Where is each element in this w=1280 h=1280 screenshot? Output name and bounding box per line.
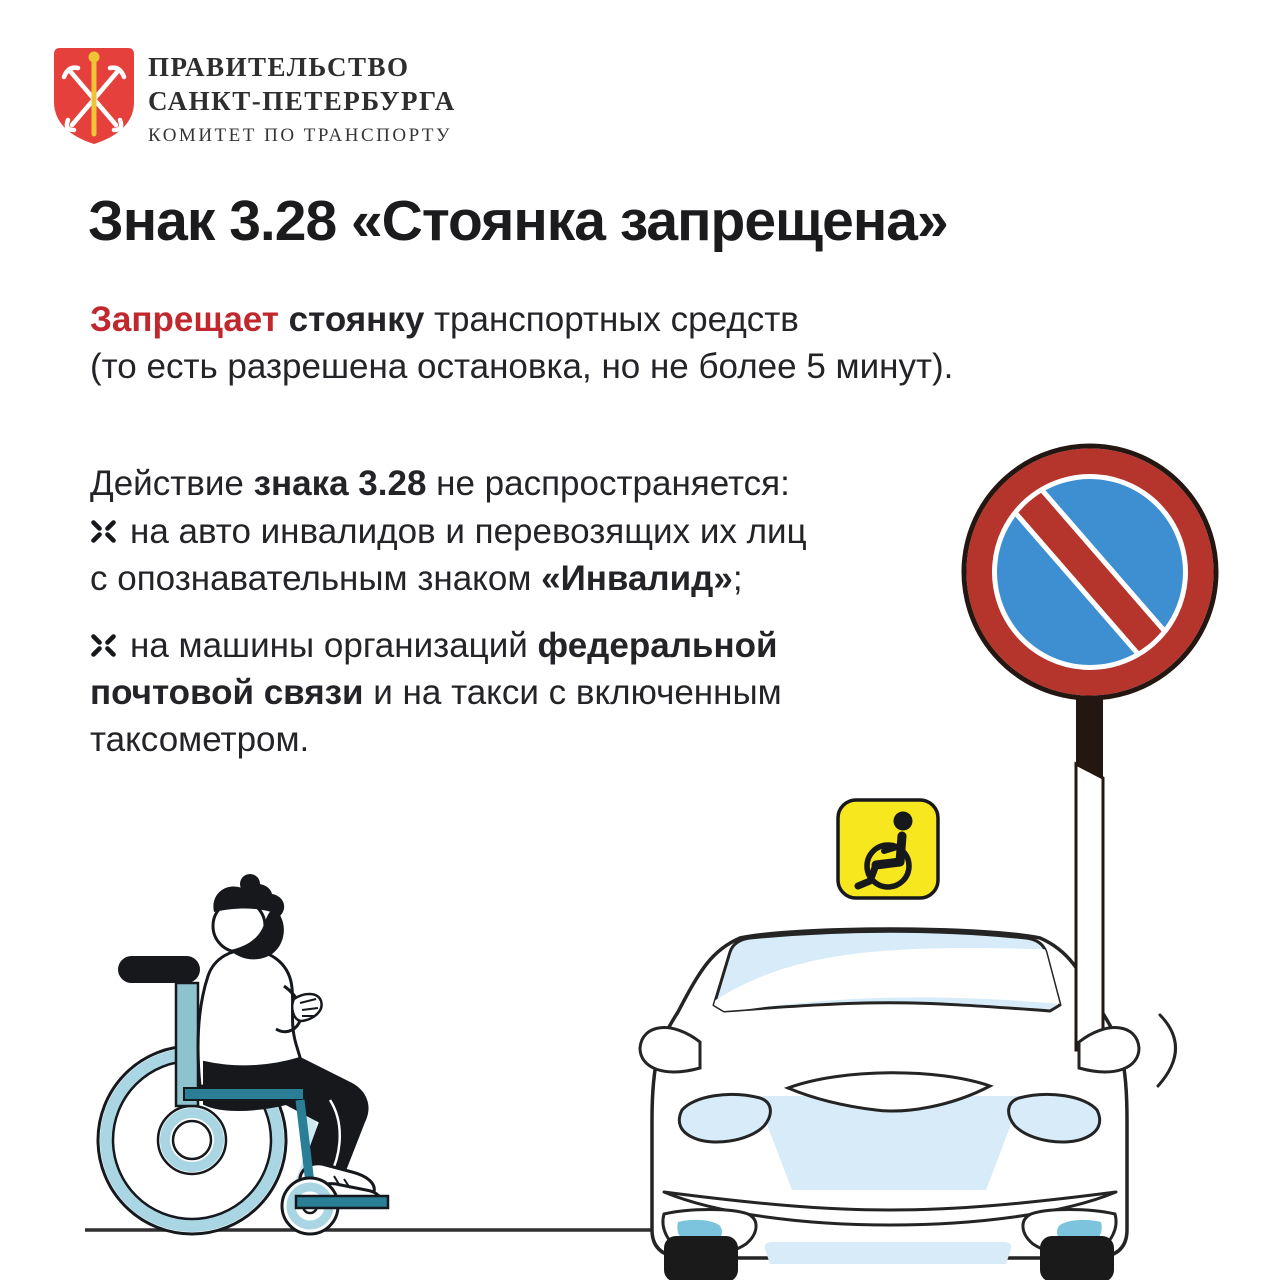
car-foglight-right [1023, 1210, 1116, 1255]
car-mirror-left [640, 1028, 700, 1072]
car-headlight-left [679, 1094, 770, 1142]
section-post: не распространяется: [436, 464, 790, 503]
intro-red-text: Запрещает [90, 300, 289, 339]
car-illustration [652, 929, 1127, 1280]
car-grille [788, 1073, 990, 1111]
car-foglight-left [663, 1210, 756, 1255]
intro-bold-text: стоянку [288, 300, 435, 339]
car-tire-right [1040, 1236, 1114, 1280]
car-windshield [714, 931, 1060, 1011]
bullet2-line2-bold: почтовой связи [90, 673, 374, 712]
no-parking-sign-icon [956, 438, 1225, 707]
intro-line2: (то есть разрешена остановка, но не более 5 минут). [90, 347, 954, 386]
bullet2-line1-bold: федеральной [537, 626, 778, 665]
page-title: Знак 3.28 «Стоянка запрещена» [88, 189, 948, 253]
car-bumper-line [664, 1192, 1116, 1225]
disabled-driver-badge-icon [838, 800, 938, 898]
section-bold: знака 3.28 [253, 464, 437, 503]
bullet2-line3: таксометром. [90, 720, 310, 759]
mirror-motion-arc [1158, 1015, 1176, 1086]
sign-pole [1076, 685, 1103, 1050]
bullet2-line1-pre: на машины организаций [130, 626, 538, 665]
bullet2-line2-post: и на такси с включенным [373, 673, 782, 712]
bullet1-line2-bold: «Инвалид» [541, 559, 733, 598]
wheelchair-user-illustration [98, 874, 388, 1234]
committee-name: КОМИТЕТ ПО ТРАНСПОРТУ [148, 125, 452, 146]
bullet1-line1: на авто инвалидов и перевозящих их лиц [130, 512, 807, 551]
bullet1-line2-post: ; [732, 559, 743, 598]
car-mirror-right [1079, 1028, 1139, 1072]
car-body [652, 929, 1127, 1258]
government-header [148, 50, 456, 153]
car-hood-tint [756, 1096, 1022, 1190]
bullet1-line2-pre: с опознавательным знаком [90, 559, 542, 598]
section-pre: Действие [90, 464, 254, 503]
car-tire-left [664, 1236, 738, 1280]
bullet-item-postal-taxi [90, 622, 782, 763]
bullet-item-disabled [90, 508, 807, 602]
spb-coat-of-arms-icon [50, 44, 138, 146]
car-headlight-right [1009, 1094, 1100, 1142]
broken-x-bullet-icon [90, 633, 117, 658]
gov-line1: ПРАВИТЕЛЬСТВО [148, 52, 410, 82]
intro-paragraph [90, 296, 953, 390]
broken-x-bullet-icon [90, 519, 117, 544]
intro-rest-text: транспортных средств [434, 300, 799, 339]
gov-line2: САНКТ-ПЕТЕРБУРГА [148, 86, 456, 116]
section-heading [90, 460, 790, 507]
